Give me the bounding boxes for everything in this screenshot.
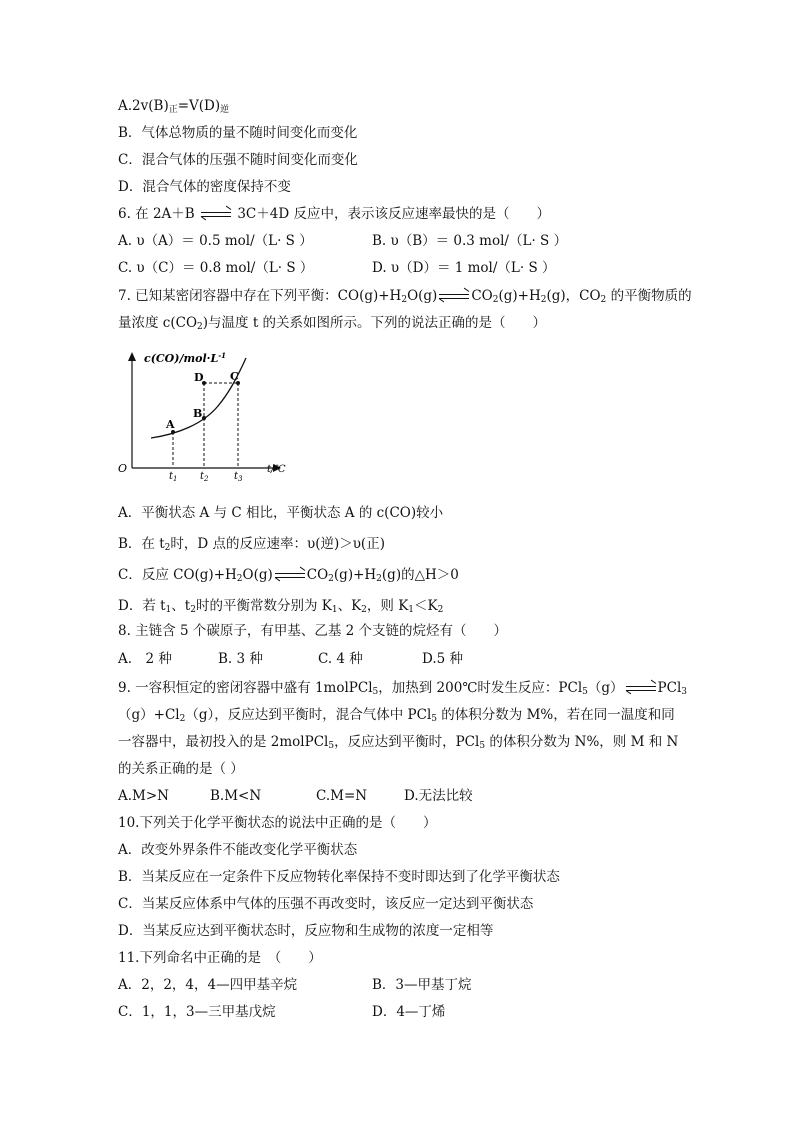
question-6 [118, 205, 550, 223]
q9-option-b: B.M<N [210, 788, 262, 804]
q9-option-c: C.M=N [316, 788, 368, 804]
option-c-pressure: C．混合气体的压强不随时间变化而变化 [118, 152, 358, 168]
equilibrium-arrow-icon [439, 292, 469, 302]
text: PCl [657, 680, 682, 696]
q8-option-b: B. 3 种 [218, 651, 263, 667]
subscript: 5 [431, 714, 437, 724]
q6-option-a: A. υ（A）＝ 0.5 mol/（L· S ） [118, 233, 313, 249]
q10-option-d: D．当某反应达到平衡状态时，反应物和生成物的浓度一定相等 [118, 923, 494, 939]
text: O(g) [242, 567, 273, 583]
q7-option-d [118, 597, 443, 619]
label-c: C [230, 370, 239, 383]
text: 、t [171, 598, 191, 614]
label-d: D [194, 371, 204, 384]
q6-option-d: D. υ（D）＝ 1 mol/（L· S ） [372, 260, 556, 276]
text: (g)，CO [546, 288, 601, 304]
question-8: 8. 主链含 5 个碳原子，有甲基、乙基 2 个支链的烷烃有（ ） [118, 623, 508, 639]
q6-option-b: B. υ（B）＝ 0.3 mol/（L· S ） [372, 233, 568, 249]
subscript: 2 [437, 605, 444, 615]
text: 3C＋4D 反应中，表示该反应速率最快的是（ ） [237, 206, 550, 222]
text: ＜K [414, 598, 438, 614]
q8-option-a: A. 2 种 [118, 651, 172, 667]
subscript: 逆 [220, 105, 230, 115]
text: O(g) [407, 288, 438, 304]
label-b: B [193, 407, 203, 420]
subscript: 2 [179, 714, 186, 724]
text: CO [471, 288, 493, 304]
tick-t2: $t_2$ [200, 471, 209, 481]
text: 7. 已知某密闭容器中存在下列平衡：CO(g)+H [118, 288, 402, 304]
equilibrium-arrow-icon [275, 571, 305, 581]
subscript: 1 [165, 605, 172, 615]
y-axis-arrow-icon [128, 352, 136, 361]
text: C．反应 CO(g)+H [118, 567, 237, 583]
subscript: 5 [372, 687, 379, 697]
subscript: 2 [164, 543, 171, 553]
text: ，加热到 200℃时发生反应：PCl [378, 680, 583, 696]
text: CO [306, 567, 329, 583]
text: 的体积分数为 M%，若在同一温度和同 [437, 707, 675, 723]
question-9-line4: 的关系正确的是（ ） [118, 761, 244, 777]
text: (g)的△H＞0 [381, 567, 459, 583]
text: D．若 t [118, 598, 166, 614]
q8-option-c: C. 4 种 [318, 651, 363, 667]
question-7-line1 [118, 287, 692, 309]
option-a-rate [118, 97, 229, 119]
subscript: 2 [401, 295, 408, 305]
equilibrium-arrow-icon [626, 684, 656, 694]
text: 9. 一容积恒定的密闭容器中盛有 1molPCl [118, 680, 373, 696]
subscript: 正 [168, 105, 178, 115]
q10-option-a: A．改变外界条件不能改变化学平衡状态 [118, 842, 358, 858]
text: （g）+Cl [118, 707, 180, 723]
subscript: 2 [328, 574, 334, 584]
subscript: 2 [540, 295, 547, 305]
q10-option-b: B．当某反应在一定条件下反应物转化率保持不变时即达到了化学平衡状态 [118, 869, 560, 885]
q8-option-d: D.5 种 [422, 651, 464, 667]
subscript: 5 [328, 741, 335, 751]
q11-option-d: D．4—丁烯 [372, 1004, 446, 1020]
text: 的平衡物质的 [606, 288, 692, 304]
q11-option-b: B．3—甲基丁烷 [372, 977, 472, 993]
q7-option-a: A．平衡状态 A 与 C 相比，平衡状态 A 的 c(CO)较小 [118, 505, 444, 521]
text: 量浓度 c(CO [118, 315, 198, 331]
text: )与温度 t 的关系如图所示。下列的说法正确的是（ ） [202, 315, 547, 331]
text: 6. 在 2A＋B [118, 206, 195, 222]
text: 时的平衡常数分别为 K [195, 598, 332, 614]
question-7-line2 [118, 314, 546, 336]
text: （g） [587, 680, 624, 696]
subscript: 2 [600, 295, 607, 305]
question-9-line2 [118, 706, 675, 728]
q11-option-c: C．1，1，3—三甲基戊烷 [118, 1004, 276, 1020]
text: =V(D) [177, 98, 221, 114]
concentration-temperature-graph [118, 346, 288, 481]
q9-option-d: D.无法比较 [404, 788, 473, 804]
text: 、K [337, 598, 362, 614]
subscript: 2 [376, 574, 382, 584]
text: 的体积分数为 N%，则 M 和 N [485, 734, 679, 750]
text: ，则 K [366, 598, 409, 614]
origin-label: O [118, 462, 128, 475]
q11-option-a: A．2，2，4，4—四甲基辛烷 [118, 977, 298, 993]
text: (g)+H [333, 567, 377, 583]
q7-option-b [118, 535, 385, 557]
x-axis-label: t/℃ [267, 464, 286, 475]
point-b [202, 416, 206, 420]
text: ，反应达到平衡时，PCl [334, 734, 480, 750]
y-axis-label: $c(CO)/mol\cdot L^{-1}$ [144, 351, 226, 365]
subscript: 2 [492, 295, 499, 305]
q10-option-c: C．当某反应体系中气体的压强不再改变时，该反应一定达到平衡状态 [118, 896, 534, 912]
subscript: 2 [197, 322, 203, 332]
subscript: 2 [236, 574, 243, 584]
question-11: 11.下列命名中正确的是 （ ） [118, 950, 322, 966]
text: （g），反应达到平衡时，混合气体中 PCl [185, 707, 432, 723]
text: (g)+H [498, 288, 541, 304]
question-10: 10.下列关于化学平衡状态的说法中正确的是（ ） [118, 815, 437, 831]
tick-t1: $t_1$ [169, 471, 178, 481]
subscript: 2 [361, 605, 367, 615]
subscript: 5 [479, 741, 486, 751]
text: 时，D 点的反应速率：υ(逆)＞υ(正) [170, 536, 385, 552]
option-b-total: B．气体总物质的量不随时间变化而变化 [118, 125, 358, 141]
label-a: A [166, 418, 175, 431]
subscript: 1 [331, 605, 338, 615]
q7-option-c [118, 566, 459, 588]
question-9-line1 [118, 679, 687, 701]
question-9-line3 [118, 733, 678, 755]
q6-option-c: C. υ（C）＝ 0.8 mol/（L· S ） [118, 260, 314, 276]
option-d-density: D．混合气体的密度保持不变 [118, 179, 291, 195]
subscript: 3 [681, 687, 688, 697]
tick-t3: $t_3$ [234, 471, 243, 481]
q9-option-a: A.M>N [118, 788, 169, 804]
subscript: 1 [408, 605, 415, 615]
subscript: 2 [190, 605, 196, 615]
subscript: 5 [582, 687, 588, 697]
text: B．在 t [118, 536, 165, 552]
equilibrium-arrow-icon [201, 210, 231, 220]
text: A.2v(B) [118, 98, 169, 114]
text: 一容器中，最初投入的是 2molPCl [118, 734, 329, 750]
